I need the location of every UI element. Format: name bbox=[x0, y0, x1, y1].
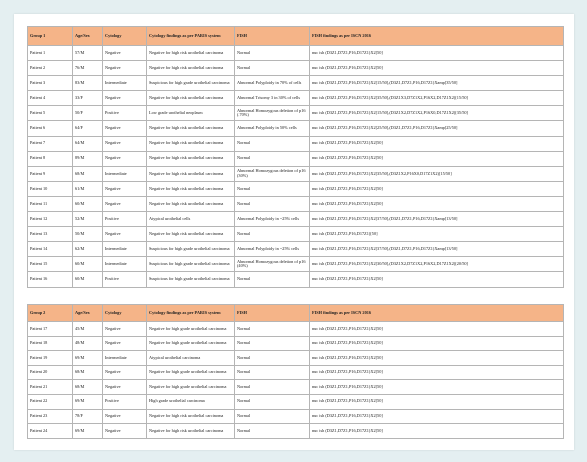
cell-patient: Patient 10 bbox=[28, 181, 73, 196]
cell-fish: Abnormal Polyploidy in ~25% cells bbox=[235, 242, 310, 257]
cell-agesex: 78/F bbox=[73, 409, 103, 424]
col-header-group: Group 2 bbox=[28, 305, 73, 322]
cell-iscn: nuc ish (D3Z1,D7Z1,P16,D17Z1)X2[50] bbox=[310, 136, 564, 151]
cell-iscn: nuc ish (D3Z1,D7Z1,P16,D17Z1)[50] bbox=[310, 227, 564, 242]
cell-patient: Patient 21 bbox=[28, 380, 73, 395]
cell-paris: Negative for high risk urothelial carcinoma bbox=[147, 227, 235, 242]
cell-fish: Normal bbox=[235, 61, 310, 76]
cell-agesex: 64/M bbox=[73, 136, 103, 151]
cell-paris: Negative for high risk urothelial carcinoma bbox=[147, 181, 235, 196]
cell-paris: Suspicious for high grade urothelial carcinoma bbox=[147, 76, 235, 91]
cell-cytology: Negative bbox=[103, 336, 147, 351]
cell-paris: Suspicious for high grade urothelial carcinoma bbox=[147, 272, 235, 287]
cell-patient: Patient 3 bbox=[28, 76, 73, 91]
col-header-cytology: Cytology bbox=[103, 305, 147, 322]
table-row bbox=[28, 272, 564, 287]
group1-header-row bbox=[28, 27, 564, 46]
cell-patient: Patient 18 bbox=[28, 336, 73, 351]
cell-patient: Patient 23 bbox=[28, 409, 73, 424]
cell-fish: Normal bbox=[235, 196, 310, 211]
cell-fish: Abnormal Homozygous deletion of p16 (.70%) bbox=[235, 106, 310, 121]
cell-cytology: Intermediate bbox=[103, 166, 147, 181]
cell-agesex: 33/F bbox=[73, 91, 103, 106]
cell-fish: Normal bbox=[235, 365, 310, 380]
cell-iscn: nuc ish (D3Z1,D7Z1,P16,D17Z1)X2[50] bbox=[310, 322, 564, 337]
cell-paris: Negative for high risk urothelial carcinoma bbox=[147, 409, 235, 424]
cell-fish: Normal bbox=[235, 322, 310, 337]
cell-cytology: Negative bbox=[103, 365, 147, 380]
cell-patient: Patient 7 bbox=[28, 136, 73, 151]
cell-fish: Normal bbox=[235, 380, 310, 395]
cell-agesex: 60/M bbox=[73, 257, 103, 272]
cell-agesex: 69/M bbox=[73, 424, 103, 439]
cell-paris: Suspicious for high grade urothelial carcinoma bbox=[147, 242, 235, 257]
cell-cytology: Intermediate bbox=[103, 242, 147, 257]
cell-iscn: nuc ish (D3Z1,D7Z1,P16,D17Z1)X2[50] bbox=[310, 351, 564, 366]
cell-iscn: nuc ish (D3Z1,D7Z1,P16,D17Z1)X2[50] bbox=[310, 272, 564, 287]
cell-fish: Normal bbox=[235, 351, 310, 366]
cell-paris: Negative for high risk urothelial carcinoma bbox=[147, 424, 235, 439]
cell-cytology: Negative bbox=[103, 380, 147, 395]
cell-iscn: nuc ish (D3Z1,D7Z1,P16,D17Z1)X2[37/50],(D3Z1,D7Z1,P16,D17Z1)Xamp[13/50] bbox=[310, 242, 564, 257]
cell-agesex: 48/M bbox=[73, 336, 103, 351]
cell-patient: Patient 4 bbox=[28, 91, 73, 106]
cell-cytology: Negative bbox=[103, 424, 147, 439]
table-row bbox=[28, 196, 564, 211]
cell-cytology: Negative bbox=[103, 61, 147, 76]
table-row bbox=[28, 46, 564, 61]
table-row bbox=[28, 257, 564, 272]
cell-paris: Negative for high grade urothelial carcinoma bbox=[147, 365, 235, 380]
document-page bbox=[14, 14, 574, 450]
cell-iscn: nuc ish (D3Z1,D7Z1,P16,D17Z1)X2[50] bbox=[310, 424, 564, 439]
cell-patient: Patient 13 bbox=[28, 227, 73, 242]
group2-header-row bbox=[28, 305, 564, 322]
cell-agesex: 89/M bbox=[73, 151, 103, 166]
cell-agesex: 60/M bbox=[73, 272, 103, 287]
cell-agesex: 45/M bbox=[73, 322, 103, 337]
cell-paris: Negative for high risk urothelial carcinoma bbox=[147, 61, 235, 76]
cell-agesex: 68/M bbox=[73, 365, 103, 380]
cell-iscn: nuc ish (D3Z1,D7Z1,P16,D17Z1)X2[50] bbox=[310, 365, 564, 380]
cell-agesex: 52/M bbox=[73, 212, 103, 227]
cell-fish: Normal bbox=[235, 424, 310, 439]
col-header-fish: FISH bbox=[235, 305, 310, 322]
table-row bbox=[28, 242, 564, 257]
cell-agesex: 57/M bbox=[73, 46, 103, 61]
cell-agesex: 60/M bbox=[73, 196, 103, 211]
cell-patient: Patient 1 bbox=[28, 46, 73, 61]
table-row bbox=[28, 76, 564, 91]
cell-agesex: 69/M bbox=[73, 351, 103, 366]
col-header-iscn: FISH findings as per ISCN 2016 bbox=[310, 305, 564, 322]
cell-iscn: nuc ish (D3Z1,D7Z1,P16,D17Z1)X2[35/50],(D3Z1X3,D7Z1X2,P16X2,D17Z1X2)[15/50] bbox=[310, 91, 564, 106]
cell-iscn: nuc ish (D3Z1,D7Z1,P16,D17Z1)X2[30/50],(D3Z1X2,D7Z1X2,P16X2,D17Z1X2)[20/50] bbox=[310, 257, 564, 272]
cell-patient: Patient 12 bbox=[28, 212, 73, 227]
table-row bbox=[28, 380, 564, 395]
cell-cytology: Negative bbox=[103, 181, 147, 196]
cell-paris: Negative for high risk urothelial carcinoma bbox=[147, 121, 235, 136]
cell-agesex: 83/M bbox=[73, 76, 103, 91]
cell-cytology: Negative bbox=[103, 91, 147, 106]
cell-iscn: nuc ish (D3Z1,D7Z1,P16,D17Z1)X2[37/50],(D3Z1,D7Z1,P16,D17Z1)Xamp[13/50] bbox=[310, 212, 564, 227]
cell-cytology: Intermediate bbox=[103, 351, 147, 366]
cell-paris: Negative for high risk urothelial carcinoma bbox=[147, 151, 235, 166]
group1-table bbox=[27, 26, 564, 288]
col-header-paris: Cytology findings as per PARIS system bbox=[147, 27, 235, 46]
table-row bbox=[28, 181, 564, 196]
cell-patient: Patient 2 bbox=[28, 61, 73, 76]
cell-cytology: Positive bbox=[103, 394, 147, 409]
cell-paris: Negative for high grade urothelial carcinoma bbox=[147, 380, 235, 395]
cell-cytology: Negative bbox=[103, 151, 147, 166]
col-header-group: Group 1 bbox=[28, 27, 73, 46]
cell-fish: Abnormal Polyploidy in ~25% cells bbox=[235, 212, 310, 227]
cell-iscn: nuc ish (D3Z1,D7Z1,P16,D17Z1)X2[50] bbox=[310, 409, 564, 424]
table-row bbox=[28, 212, 564, 227]
cell-patient: Patient 14 bbox=[28, 242, 73, 257]
cell-agesex: 76/M bbox=[73, 61, 103, 76]
cell-iscn: nuc ish (D3Z1,D7Z1,P16,D17Z1)X2[35/50],(D3Z1X2,P16X0,D17Z1X2)[15/50] bbox=[310, 166, 564, 181]
cell-paris: Low grade urothelial neoplasm bbox=[147, 106, 235, 121]
cell-cytology: Intermediate bbox=[103, 76, 147, 91]
table-row bbox=[28, 106, 564, 121]
cell-fish: Normal bbox=[235, 46, 310, 61]
table-row bbox=[28, 394, 564, 409]
cell-patient: Patient 20 bbox=[28, 365, 73, 380]
cell-patient: Patient 15 bbox=[28, 257, 73, 272]
col-header-iscn: FISH findings as per ISCN 2016 bbox=[310, 27, 564, 46]
cell-cytology: Positive bbox=[103, 106, 147, 121]
cell-patient: Patient 11 bbox=[28, 196, 73, 211]
cell-iscn: nuc ish (D3Z1,D7Z1,P16,D17Z1)X2[50] bbox=[310, 151, 564, 166]
cell-cytology: Positive bbox=[103, 212, 147, 227]
cell-cytology: Negative bbox=[103, 196, 147, 211]
cell-paris: Negative for high risk urothelial carcinoma bbox=[147, 46, 235, 61]
table-row bbox=[28, 424, 564, 439]
table-row bbox=[28, 136, 564, 151]
table-row bbox=[28, 61, 564, 76]
col-header-paris: Cytology findings as per PARIS system bbox=[147, 305, 235, 322]
cell-paris: Negative for high risk urothelial carcinoma bbox=[147, 136, 235, 151]
cell-fish: Abnormal Homozygous deletion of p16 (40%) bbox=[235, 257, 310, 272]
cell-paris: Atypical urothelial cells bbox=[147, 212, 235, 227]
cell-iscn: nuc ish (D3Z1,D7Z1,P16,D17Z1)X2[50] bbox=[310, 61, 564, 76]
cell-fish: Normal bbox=[235, 136, 310, 151]
cell-agesex: 68/M bbox=[73, 166, 103, 181]
cell-paris: Negative for high risk urothelial carcinoma bbox=[147, 196, 235, 211]
cell-cytology: Negative bbox=[103, 136, 147, 151]
cell-patient: Patient 24 bbox=[28, 424, 73, 439]
cell-patient: Patient 16 bbox=[28, 272, 73, 287]
cell-cytology: Negative bbox=[103, 322, 147, 337]
cell-cytology: Negative bbox=[103, 409, 147, 424]
cell-cytology: Negative bbox=[103, 46, 147, 61]
col-header-agesex: Age/Sex bbox=[73, 305, 103, 322]
table-row bbox=[28, 351, 564, 366]
cell-patient: Patient 5 bbox=[28, 106, 73, 121]
cell-iscn: nuc ish (D3Z1,D7Z1,P16,D17Z1)X2[50] bbox=[310, 394, 564, 409]
cell-fish: Normal bbox=[235, 227, 310, 242]
cell-paris: Negative for high grade urothelial carcinoma bbox=[147, 336, 235, 351]
cell-paris: Negative for high grade urothelial carcinoma bbox=[147, 322, 235, 337]
cell-iscn: nuc ish (D3Z1,D7Z1,P16,D17Z1)X2[50] bbox=[310, 336, 564, 351]
cell-patient: Patient 8 bbox=[28, 151, 73, 166]
table-row bbox=[28, 322, 564, 337]
cell-iscn: nuc ish (D3Z1,D7Z1,P16,D17Z1)X2[15/50],(D3Z1,D7Z1,P16,D17Z1)Xamp[35/50] bbox=[310, 76, 564, 91]
cell-fish: Normal bbox=[235, 336, 310, 351]
cell-patient: Patient 19 bbox=[28, 351, 73, 366]
cell-iscn: nuc ish (D3Z1,D7Z1,P16,D17Z1)X2[25/50],(D3Z1,D7Z1,P16,D17Z1)Xamp[25/50] bbox=[310, 121, 564, 136]
cell-paris: High grade urothelial carcinoma bbox=[147, 394, 235, 409]
cell-agesex: 68/M bbox=[73, 380, 103, 395]
cell-paris: Suspicious for high grade urothelial carcinoma bbox=[147, 257, 235, 272]
table-row bbox=[28, 409, 564, 424]
cell-patient: Patient 6 bbox=[28, 121, 73, 136]
cell-fish: Normal bbox=[235, 181, 310, 196]
group2-table bbox=[27, 304, 564, 439]
cell-iscn: nuc ish (D3Z1,D7Z1,P16,D17Z1)X2[50] bbox=[310, 181, 564, 196]
cell-fish: Abnormal Trisomy 3 in 30% of cells bbox=[235, 91, 310, 106]
cell-patient: Patient 17 bbox=[28, 322, 73, 337]
cell-fish: Normal bbox=[235, 409, 310, 424]
col-header-cytology: Cytology bbox=[103, 27, 147, 46]
col-header-fish: FISH bbox=[235, 27, 310, 46]
table-row bbox=[28, 166, 564, 181]
cell-cytology: Positive bbox=[103, 272, 147, 287]
cell-paris: Negative for high risk urothelial carcinoma bbox=[147, 166, 235, 181]
cell-fish: Abnormal Polyploidy in 70% of cells bbox=[235, 76, 310, 91]
cell-iscn: nuc ish (D3Z1,D7Z1,P16,D17Z1)X2[50] bbox=[310, 196, 564, 211]
cell-paris: Negative for high risk urothelial carcinoma bbox=[147, 91, 235, 106]
table-row bbox=[28, 227, 564, 242]
cell-fish: Normal bbox=[235, 272, 310, 287]
cell-fish: Normal bbox=[235, 394, 310, 409]
cell-cytology: Negative bbox=[103, 121, 147, 136]
col-header-agesex: Age/Sex bbox=[73, 27, 103, 46]
cell-agesex: 50/M bbox=[73, 227, 103, 242]
cell-cytology: Negative bbox=[103, 227, 147, 242]
cell-iscn: nuc ish (D3Z1,D7Z1,P16,D17Z1)X2[50] bbox=[310, 380, 564, 395]
cell-fish: Abnormal Polyploidy in 50% cells bbox=[235, 121, 310, 136]
cell-fish: Abnormal Homozygous deletion of p16 (30%) bbox=[235, 166, 310, 181]
table-row bbox=[28, 121, 564, 136]
cell-agesex: 64/F bbox=[73, 121, 103, 136]
cell-iscn: nuc ish (D3Z1,D7Z1,P16,D17Z1)X2[15/50],(D3Z1X2,D7Z1X2,P16X0,D17Z1X2)[35/50] bbox=[310, 106, 564, 121]
cell-paris: Atypical urothelial carcinoma bbox=[147, 351, 235, 366]
cell-agesex: 50/F bbox=[73, 106, 103, 121]
cell-cytology: Intermediate bbox=[103, 257, 147, 272]
cell-fish: Normal bbox=[235, 151, 310, 166]
table-row bbox=[28, 365, 564, 380]
cell-agesex: 61/M bbox=[73, 181, 103, 196]
table-row bbox=[28, 336, 564, 351]
cell-agesex: 69/M bbox=[73, 394, 103, 409]
cell-patient: Patient 22 bbox=[28, 394, 73, 409]
cell-patient: Patient 9 bbox=[28, 166, 73, 181]
table-row bbox=[28, 91, 564, 106]
cell-iscn: nuc ish (D3Z1,D7Z1,P16,D17Z1)X2[50] bbox=[310, 46, 564, 61]
cell-agesex: 62/M bbox=[73, 242, 103, 257]
table-row bbox=[28, 151, 564, 166]
